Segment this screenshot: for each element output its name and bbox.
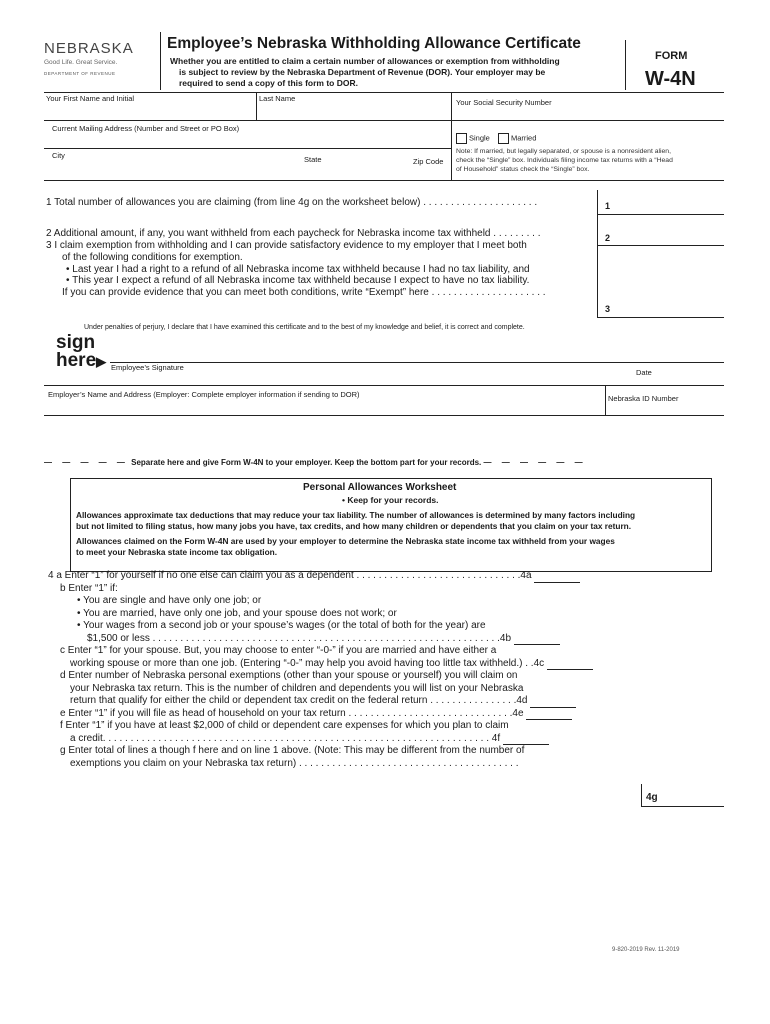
worksheet-intro-line: Allowances approximate tax deductions that may reduce your tax liability. The number of allowances is determined by many factors including xyxy=(76,510,636,520)
line-4a xyxy=(48,570,593,583)
line-4c-text: working spouse or more than one job. (Entering “-0-” may help you avoid having too little tax withheld.) . .4c xyxy=(70,657,545,669)
line-3-text: • Last year I had a right to a refund of all Nebraska income tax withheld because I had no tax liability, and xyxy=(66,263,530,275)
line-4e-text: e Enter “1” if you will file as head of household on your tax return . . . . . . . . . . . . . . . . . . . . . . . . . . . . . .4e xyxy=(60,707,524,719)
dash-right: — — — — — — xyxy=(483,458,587,467)
title-note-line: Whether you are entitled to claim a certain number of allowances or exemption from withholding xyxy=(170,56,560,66)
single-checkbox[interactable] xyxy=(456,133,467,144)
city-field[interactable]: City xyxy=(52,151,65,160)
zip-field[interactable]: Zip Code xyxy=(413,157,444,166)
line-4c-cont xyxy=(48,658,593,671)
perjury-statement: Under penalties of perjury, I declare that I have examined this certificate and to the best of my knowledge and belief, it is correct and complete. xyxy=(84,324,525,331)
worksheet-intro xyxy=(76,510,635,557)
worksheet-intro-line: Allowances claimed on the Form W-4N are used by your employer to determine the Nebraska state income tax withheld from your wages xyxy=(76,536,615,546)
address-field[interactable]: Current Mailing Address (Number and Street or PO Box) xyxy=(52,124,240,133)
first-name-field[interactable]: Your First Name and Initial xyxy=(46,94,135,103)
line-4f-input[interactable] xyxy=(503,735,549,745)
line-2-number: 2 xyxy=(605,233,611,243)
line-4g-box[interactable] xyxy=(641,806,724,807)
line-4f: f Enter “1” if you have at least $2,000 of child or dependent care expenses for which you plan to claim xyxy=(60,720,509,731)
line-1-box[interactable] xyxy=(597,214,724,215)
line-3-text: • This year I expect a refund of all Nebraska income tax withheld because I expect to have no tax liability. xyxy=(66,275,530,287)
line-4b-bullet: • You are married, have only one job, and your spouse does not work; or xyxy=(77,607,397,619)
line-4b: b Enter “1” if: xyxy=(60,582,118,594)
line-4f-text: a credit. . . . . . . . . . . . . . . . . . . . . . . . . . . . . . . . . . . . . . . . . . . . . . . . . . . . . . . . . . . . . . . . . . . . . . 4f xyxy=(70,732,501,744)
employer-field[interactable]: Employer’s Name and Address (Employer: Complete employer information if sending to DOR) xyxy=(48,390,360,399)
single-label: Single xyxy=(469,133,490,143)
date-field[interactable]: Date xyxy=(636,368,652,377)
line-2: 2 Additional amount, if any, you want withheld from each paycheck for Nebraska income tax withheld . . . . . . . . . xyxy=(46,228,541,239)
line-3-box[interactable] xyxy=(597,317,724,318)
line-4b-text: $1,500 or less . . . . . . . . . . . . . . . . . . . . . . . . . . . . . . . . . . . . . . . . . . . . . . . . . . . . . . . . . . . . . . .4b xyxy=(87,632,512,644)
line-4e-input[interactable] xyxy=(526,710,572,720)
line-4d-last xyxy=(48,695,593,708)
dash-left: — — — — — xyxy=(44,458,129,467)
line-3-number: 3 xyxy=(605,304,611,314)
line-4d-input[interactable] xyxy=(530,698,576,708)
here-label xyxy=(56,350,106,372)
line-4b-bullet: • Your wages from a second job or your spouse’s wages (or the total of both for the year) are xyxy=(77,620,486,631)
line-4a-input[interactable] xyxy=(534,573,580,583)
page-title: Employee’s Nebraska Withholding Allowance Certificate xyxy=(167,35,581,52)
line-4d-text: return that qualify for either the child or dependent tax credit on the federal return . . . . . . . . . . . . . . . .4d xyxy=(70,695,528,706)
line-3-text: If you can provide evidence that you can meet both conditions, write “Exempt” here . . . . . . . . . . . . . . . . . . . . . xyxy=(62,287,546,299)
separator-text: Separate here and give Form W-4N to your employer. Keep the bottom part for your records. xyxy=(131,458,482,467)
worksheet-intro-line: to meet your Nebraska state income tax obligation. xyxy=(76,546,278,557)
line-3-text: 3 I claim exemption from withholding and I can provide satisfactory evidence to my employer that I meet both xyxy=(46,240,527,251)
line-1: 1 Total number of allowances you are claiming (from line 4g on the worksheet below) . . . . . . . . . . . . . . . . . . . . . xyxy=(46,197,538,208)
separator xyxy=(44,458,724,467)
filing-status xyxy=(456,133,536,144)
line-4g-number: 4g xyxy=(646,792,658,803)
line-1-number: 1 xyxy=(605,201,611,211)
line-4b-last xyxy=(48,633,593,646)
married-checkbox[interactable] xyxy=(498,133,509,144)
form-number: W-4N xyxy=(645,68,696,90)
line-2-box[interactable] xyxy=(597,245,724,246)
logo xyxy=(44,40,154,76)
line-4f-cont xyxy=(48,733,593,746)
logo-dept: DEPARTMENT OF REVENUE xyxy=(44,71,116,76)
worksheet-lines xyxy=(48,570,593,770)
here-text: here xyxy=(56,350,97,371)
title-note-line: required to send a copy of this form to DOR. xyxy=(179,78,358,88)
line-3-text: of the following conditions for exemption. xyxy=(62,251,243,263)
filing-note xyxy=(456,147,673,174)
line-4b-bullet: • You are single and have only one job; or xyxy=(77,595,262,606)
last-name-field[interactable]: Last Name xyxy=(259,94,296,103)
form-label: FORM xyxy=(655,50,688,62)
line-4d-cont: your Nebraska tax return. This is the number of children and dependents you will list on your Nebraska xyxy=(70,682,524,694)
worksheet-title: Personal Allowances Worksheet xyxy=(303,482,457,493)
filing-note-line: Note: If married, but legally separated, or spouse is a nonresident alien, xyxy=(456,148,671,155)
title-note-line: is subject to review by the Nebraska Department of Revenue (DOR). Your employer may be xyxy=(179,67,546,77)
married-label: Married xyxy=(510,133,537,143)
logo-text: NEBRASKA xyxy=(44,40,134,57)
line-4g: g Enter total of lines a though f here and on line 1 above. (Note: This may be different from the number of xyxy=(60,745,525,756)
ssn-field[interactable]: Your Social Security Number xyxy=(456,98,552,107)
sign-label: sign xyxy=(56,332,96,353)
line-4g-cont: exemptions you claim on your Nebraska tax return) . . . . . . . . . . . . . . . . . . . . . . . . . . . . . . . . . . . . . . . . xyxy=(70,757,519,769)
line-3 xyxy=(46,240,546,299)
form-code: 9-820-2019 Rev. 11-2019 xyxy=(612,947,680,953)
worksheet-subtitle: • Keep for your records. xyxy=(342,495,439,505)
title-note xyxy=(170,56,560,89)
line-4c-input[interactable] xyxy=(547,660,593,670)
arrow-right-icon: ▶ xyxy=(96,354,107,369)
nebraska-id-field[interactable]: Nebraska ID Number xyxy=(608,394,679,403)
line-4e xyxy=(48,708,593,721)
signature-field[interactable]: Employee’s Signature xyxy=(111,363,184,372)
filing-note-line: of Household” status check the “Single” box. xyxy=(456,166,590,173)
state-field[interactable]: State xyxy=(304,155,322,164)
worksheet-intro-line: but not limited to filing status, how many jobs you have, tax credits, and how many children or dependents that you claim on your tax return. xyxy=(76,520,632,531)
line-4c: c Enter “1” for your spouse. But, you may choose to enter “-0-” if you are married and have either a xyxy=(60,645,497,656)
line-4b-input[interactable] xyxy=(514,635,560,645)
filing-note-line: check the “Single” box. Individuals filing income tax returns with a “Head xyxy=(456,157,673,164)
logo-tagline: Good Life. Great Service. xyxy=(44,59,118,66)
line-4d: d Enter number of Nebraska personal exemptions (other than your spouse or yourself) you will claim on xyxy=(60,670,518,681)
line-4a-text: 4 a Enter “1” for yourself if no one else can claim you as a dependent . . . . . . . . . . . . . . . . . . . . . . . . . . . . . .4a xyxy=(48,570,532,581)
